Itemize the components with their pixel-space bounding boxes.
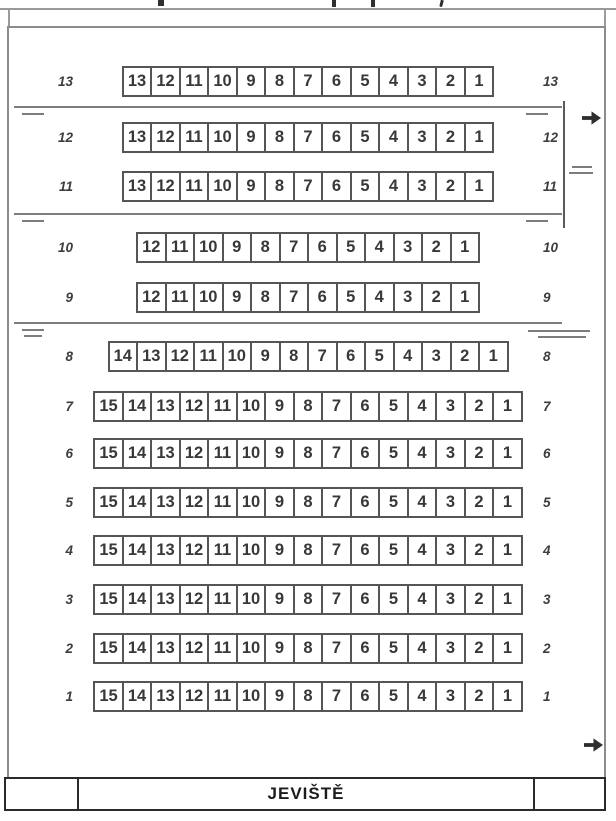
row-label-right: 1 <box>543 689 551 704</box>
seat: 11 <box>207 391 238 422</box>
seat: 12 <box>179 487 210 518</box>
seat: 4 <box>407 391 438 422</box>
aisle-dash <box>22 220 44 222</box>
seat: 1 <box>492 535 523 566</box>
seat: 6 <box>321 171 352 202</box>
seat-row <box>0 66 616 97</box>
seat: 9 <box>264 535 295 566</box>
seat: 2 <box>464 633 495 664</box>
seat-row <box>0 535 616 566</box>
row-label-left: 10 <box>57 240 73 255</box>
seat: 8 <box>250 232 281 263</box>
seat: 7 <box>279 282 310 313</box>
seat-group <box>0 171 616 202</box>
seat: 11 <box>207 438 238 469</box>
seat: 4 <box>407 438 438 469</box>
seat: 11 <box>207 584 238 615</box>
seat: 4 <box>378 171 409 202</box>
seat: 6 <box>321 122 352 153</box>
row-label-left: 4 <box>65 543 73 558</box>
seat: 12 <box>179 633 210 664</box>
row-label-right: 3 <box>543 592 551 607</box>
seat: 7 <box>293 171 324 202</box>
seat: 4 <box>393 341 424 372</box>
seat: 6 <box>350 438 381 469</box>
seat: 2 <box>464 438 495 469</box>
seat: 2 <box>464 487 495 518</box>
seat: 5 <box>378 584 409 615</box>
seat: 12 <box>150 122 181 153</box>
seat: 9 <box>264 633 295 664</box>
seat: 3 <box>435 633 466 664</box>
seat-row <box>0 391 616 422</box>
stage-label: JEVIŠTĚ <box>267 784 345 803</box>
seat: 9 <box>250 341 281 372</box>
seat: 13 <box>122 171 153 202</box>
row-label-right: 11 <box>543 179 558 194</box>
seat-row <box>0 122 616 153</box>
seat: 1 <box>492 391 523 422</box>
seat: 1 <box>464 66 495 97</box>
seat: 12 <box>165 341 196 372</box>
seat: 14 <box>122 487 153 518</box>
seat: 7 <box>321 535 352 566</box>
seat: 10 <box>193 282 224 313</box>
aisle-dash <box>22 329 44 331</box>
seat: 9 <box>236 171 267 202</box>
seat: 3 <box>435 438 466 469</box>
seat: 4 <box>364 232 395 263</box>
seat: 3 <box>407 171 438 202</box>
seat: 11 <box>179 66 210 97</box>
seat: 5 <box>350 171 381 202</box>
aisle-dash <box>528 330 590 332</box>
seat-group <box>0 66 616 97</box>
seat: 6 <box>350 487 381 518</box>
seat: 11 <box>165 232 196 263</box>
seat-row <box>0 633 616 664</box>
seat: 3 <box>407 66 438 97</box>
aisle-dash <box>526 220 548 222</box>
seat: 10 <box>207 66 238 97</box>
seat-row <box>0 232 616 263</box>
row-label-left: 6 <box>65 446 73 461</box>
seat: 10 <box>193 232 224 263</box>
aisle-dash <box>526 113 548 115</box>
seat: 6 <box>307 232 338 263</box>
seat: 8 <box>293 391 324 422</box>
seat-group <box>0 391 616 422</box>
seat: 9 <box>264 391 295 422</box>
aisle-dash <box>538 336 586 338</box>
seat: 4 <box>407 584 438 615</box>
seat: 10 <box>236 633 267 664</box>
seat: 12 <box>179 535 210 566</box>
seat: 11 <box>207 535 238 566</box>
seat: 7 <box>321 681 352 712</box>
seat: 15 <box>93 391 124 422</box>
seat: 3 <box>393 232 424 263</box>
seat: 8 <box>293 681 324 712</box>
seat: 10 <box>207 122 238 153</box>
seat-row <box>0 171 616 202</box>
seat: 8 <box>264 171 295 202</box>
seat: 2 <box>464 535 495 566</box>
seat: 12 <box>179 681 210 712</box>
seat: 13 <box>150 487 181 518</box>
row-label-right: 8 <box>543 349 551 364</box>
seat: 8 <box>264 66 295 97</box>
row-label-left: 8 <box>65 349 73 364</box>
seat-group <box>0 633 616 664</box>
seat: 10 <box>236 584 267 615</box>
seat: 2 <box>435 66 466 97</box>
seat: 5 <box>378 391 409 422</box>
row-label-left: 12 <box>57 130 73 145</box>
aisle-separator-line <box>14 106 562 108</box>
row-label-right: 4 <box>543 543 551 558</box>
seat: 12 <box>179 584 210 615</box>
seat: 3 <box>435 391 466 422</box>
seat: 5 <box>336 232 367 263</box>
seat: 2 <box>464 681 495 712</box>
seat: 4 <box>407 487 438 518</box>
row-label-right: 7 <box>543 399 551 414</box>
seat: 9 <box>264 584 295 615</box>
row-label-right: 2 <box>543 641 551 656</box>
seat-group <box>0 341 616 372</box>
seat: 5 <box>378 438 409 469</box>
seat: 6 <box>307 282 338 313</box>
row-label-left: 2 <box>65 641 73 656</box>
seat-group <box>0 282 616 313</box>
seat: 3 <box>407 122 438 153</box>
seat: 3 <box>421 341 452 372</box>
aisle-divider-vline <box>563 101 565 228</box>
seat: 9 <box>264 681 295 712</box>
seat: 6 <box>350 391 381 422</box>
seat: 6 <box>350 584 381 615</box>
seat-row <box>0 282 616 313</box>
seat: 4 <box>364 282 395 313</box>
seat: 2 <box>464 391 495 422</box>
seat: 5 <box>350 122 381 153</box>
stage-left-cell <box>6 779 79 809</box>
seat: 11 <box>165 282 196 313</box>
row-label-left: 3 <box>65 592 73 607</box>
seat: 9 <box>236 66 267 97</box>
seat: 6 <box>350 535 381 566</box>
seat-group <box>0 681 616 712</box>
seat: 15 <box>93 487 124 518</box>
seat: 6 <box>350 681 381 712</box>
clipped-text-fragment <box>371 0 375 7</box>
seat-row <box>0 438 616 469</box>
seat: 7 <box>279 232 310 263</box>
seat: 12 <box>179 391 210 422</box>
seat: 15 <box>93 633 124 664</box>
seat-group <box>0 535 616 566</box>
seat: 11 <box>207 487 238 518</box>
seat: 13 <box>150 584 181 615</box>
top-border-connector-right <box>604 9 606 27</box>
seat: 15 <box>93 584 124 615</box>
seat: 13 <box>150 438 181 469</box>
seat: 1 <box>492 633 523 664</box>
seat: 4 <box>378 66 409 97</box>
seat: 10 <box>236 391 267 422</box>
seat: 2 <box>421 282 452 313</box>
seat: 7 <box>293 122 324 153</box>
top-border-connector-left <box>8 9 10 27</box>
seat: 1 <box>492 487 523 518</box>
seat: 4 <box>378 122 409 153</box>
seat: 14 <box>122 391 153 422</box>
seat: 5 <box>378 535 409 566</box>
seat-group <box>0 122 616 153</box>
seat: 7 <box>321 487 352 518</box>
seat: 1 <box>492 681 523 712</box>
seat: 1 <box>450 282 481 313</box>
seat: 15 <box>93 535 124 566</box>
seat: 8 <box>293 438 324 469</box>
seat: 7 <box>321 391 352 422</box>
seat: 12 <box>150 171 181 202</box>
row-label-left: 11 <box>58 179 73 194</box>
seat: 8 <box>293 633 324 664</box>
double-dash-marker <box>569 172 593 174</box>
seat: 2 <box>435 171 466 202</box>
seat: 13 <box>150 681 181 712</box>
seat: 8 <box>250 282 281 313</box>
seat: 3 <box>435 681 466 712</box>
seat: 14 <box>108 341 139 372</box>
seat: 9 <box>236 122 267 153</box>
seat: 1 <box>478 341 509 372</box>
seat-group <box>0 232 616 263</box>
seat: 3 <box>435 487 466 518</box>
seat: 9 <box>264 487 295 518</box>
seat: 7 <box>321 633 352 664</box>
row-label-left: 7 <box>65 399 73 414</box>
seat: 12 <box>179 438 210 469</box>
seat: 10 <box>236 535 267 566</box>
seat: 2 <box>450 341 481 372</box>
row-label-left: 13 <box>57 74 73 89</box>
seat: 14 <box>122 633 153 664</box>
seat: 13 <box>136 341 167 372</box>
seat: 8 <box>264 122 295 153</box>
seat: 6 <box>336 341 367 372</box>
seat: 5 <box>378 633 409 664</box>
seat: 6 <box>350 633 381 664</box>
seat: 1 <box>450 232 481 263</box>
seat: 9 <box>264 438 295 469</box>
seat: 8 <box>279 341 310 372</box>
stage-right-cell <box>533 779 604 809</box>
row-label-right: 12 <box>543 130 559 145</box>
row-label-right: 5 <box>543 495 551 510</box>
seat: 11 <box>207 681 238 712</box>
top-border-line <box>0 8 616 10</box>
seat: 13 <box>122 122 153 153</box>
seat: 10 <box>236 438 267 469</box>
seat: 5 <box>378 487 409 518</box>
seat: 9 <box>222 232 253 263</box>
seat: 4 <box>407 681 438 712</box>
seat-row <box>0 681 616 712</box>
seat: 2 <box>421 232 452 263</box>
seat: 11 <box>179 171 210 202</box>
seat: 1 <box>492 438 523 469</box>
seat: 7 <box>293 66 324 97</box>
seat: 13 <box>150 633 181 664</box>
seat: 14 <box>122 681 153 712</box>
row-label-right: 10 <box>543 240 559 255</box>
clipped-text-fragment <box>158 0 164 6</box>
seat: 12 <box>150 66 181 97</box>
seat-group <box>0 584 616 615</box>
seat: 8 <box>293 584 324 615</box>
row-label-left: 9 <box>65 290 73 305</box>
seat: 4 <box>407 633 438 664</box>
seat: 12 <box>136 232 167 263</box>
seat: 6 <box>321 66 352 97</box>
seat: 5 <box>336 282 367 313</box>
seat: 9 <box>222 282 253 313</box>
aisle-separator-line <box>14 322 562 324</box>
stage-label-cell <box>79 779 533 809</box>
row-label-right: 13 <box>543 74 559 89</box>
seat: 7 <box>307 341 338 372</box>
seat: 11 <box>179 122 210 153</box>
seat: 12 <box>136 282 167 313</box>
seat: 10 <box>236 487 267 518</box>
stage-strip <box>4 777 606 811</box>
seat: 8 <box>293 487 324 518</box>
seat: 7 <box>321 438 352 469</box>
right-arrow-icon <box>584 738 603 752</box>
seat: 7 <box>321 584 352 615</box>
seat: 11 <box>193 341 224 372</box>
seat-row <box>0 487 616 518</box>
row-label-right: 9 <box>543 290 551 305</box>
aisle-separator-line <box>14 213 562 215</box>
seat: 13 <box>150 535 181 566</box>
seat: 10 <box>236 681 267 712</box>
aisle-dash <box>24 335 42 337</box>
right-arrow-icon <box>582 111 601 125</box>
seat: 1 <box>464 171 495 202</box>
clipped-text-fragment <box>332 0 336 7</box>
row-label-left: 5 <box>65 495 73 510</box>
seat: 14 <box>122 438 153 469</box>
seat: 1 <box>464 122 495 153</box>
seat: 14 <box>122 535 153 566</box>
seat: 3 <box>435 535 466 566</box>
aisle-dash <box>22 113 44 115</box>
seat: 1 <box>492 584 523 615</box>
seat: 8 <box>293 535 324 566</box>
clipped-text-fragment <box>439 0 444 7</box>
seat-row <box>0 584 616 615</box>
seat: 5 <box>378 681 409 712</box>
seat: 5 <box>364 341 395 372</box>
seat: 4 <box>407 535 438 566</box>
seat: 13 <box>122 66 153 97</box>
seat-row <box>0 341 616 372</box>
seat: 10 <box>222 341 253 372</box>
seat: 13 <box>150 391 181 422</box>
seat: 11 <box>207 633 238 664</box>
seat: 14 <box>122 584 153 615</box>
row-label-right: 6 <box>543 446 551 461</box>
double-dash-marker <box>572 166 592 168</box>
seat: 3 <box>393 282 424 313</box>
seat: 10 <box>207 171 238 202</box>
seat: 15 <box>93 681 124 712</box>
row-label-left: 1 <box>65 689 73 704</box>
seat: 15 <box>93 438 124 469</box>
seat: 3 <box>435 584 466 615</box>
seat: 5 <box>350 66 381 97</box>
seat: 2 <box>464 584 495 615</box>
seat-group <box>0 487 616 518</box>
seat-group <box>0 438 616 469</box>
seat: 2 <box>435 122 466 153</box>
